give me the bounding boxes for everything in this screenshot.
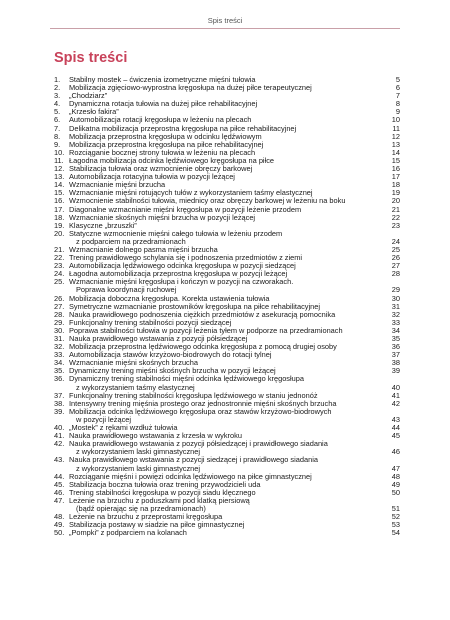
toc-entry-page-number: 10	[391, 115, 400, 125]
toc-entry-number: 2.	[54, 83, 61, 93]
toc-entry-page-number: 24	[391, 236, 400, 246]
toc-entry-number: 16.	[54, 196, 65, 206]
toc-entry-number: 44.	[54, 471, 65, 481]
toc-entry-title-line: Nauka prawidłowego podnoszenia ciężkich przedmiotów z asekuracją pomocnika	[69, 309, 336, 319]
toc-entry-title-line: Symetryczne wzmacnianie prostowników kręgosłupa na piłce rehabilitacyjnej	[69, 301, 320, 311]
toc-entry-title-line: Wzmacnianie mięśni brzucha	[69, 180, 166, 190]
toc-entry-page-number: 43	[391, 414, 400, 424]
toc-entry-title-line: Stabilny mostek – ćwiczenia izometryczne mięśni tułowia	[69, 75, 256, 84]
toc-entry	[54, 278, 400, 294]
toc-entry-title-line: Leżenie na brzuchu z poduszkami pod klatką piersiową	[69, 495, 250, 505]
toc-entry-page-number: 9	[395, 107, 400, 117]
toc-entry-number: 22.	[54, 253, 65, 263]
toc-entry-number: 6.	[54, 115, 61, 125]
toc-entry-title-line: Stabilizacja tułowia oraz wzmocnienie obręczy barkowej	[69, 164, 253, 174]
toc-entry-title-line: „Pompki” z podparciem na kolanach	[69, 528, 187, 538]
toc-entry-number: 15.	[54, 188, 65, 198]
toc-entry-page-number: 22	[391, 212, 400, 222]
toc-entry-page-number: 40	[391, 382, 400, 392]
toc-entry-page-number: 18	[391, 180, 400, 190]
toc-entry-number: 1.	[54, 75, 61, 84]
toc-entry-number: 17.	[54, 204, 65, 214]
toc-entry-title-line: Dynamiczna rotacja tułowia na dużej piłce rehabilitacyjnej	[69, 99, 258, 109]
toc-entry-title	[69, 408, 400, 424]
toc-entry-title-line: Stabilizacja boczna tułowia oraz trening przywodzicieli uda	[69, 479, 261, 489]
toc-entry-title-line: Wzmacnianie skośnych mięśni brzucha w pozycji leżącej	[69, 212, 256, 222]
toc-entry-number: 27.	[54, 301, 65, 311]
table-of-contents	[54, 76, 400, 537]
toc-entry-page-number: 11	[392, 123, 400, 133]
toc-entry-number: 25.	[54, 277, 65, 287]
toc-entry-page-number: 46	[391, 447, 400, 457]
toc-entry	[54, 408, 400, 424]
toc-entry-number: 30.	[54, 325, 65, 335]
toc-entry-title-line: w pozycji leżącej	[76, 414, 132, 424]
toc-entry-page-number: 42	[391, 398, 400, 408]
toc-entry-title-line: „Krzesło fakira”	[69, 107, 119, 117]
toc-entry-page-number: 26	[391, 253, 400, 263]
toc-entry-title-line: Wzmocnienie stabilności tułowia, miednicy oraz obręczy barkowej w leżeniu na boku	[69, 196, 346, 206]
toc-entry-title-line: Mobilizacja odcinka lędźwiowego kręgosłupa oraz stawów krzyżowo-biodrowych	[69, 406, 332, 416]
toc-entry-number: 42.	[54, 439, 65, 449]
toc-entry-page-number: 12	[391, 131, 400, 141]
toc-entry-number: 34.	[54, 358, 65, 368]
toc-entry	[54, 375, 400, 391]
toc-entry-title-line: Leżenie na brzuchu z przeprostami kręgosłupa	[69, 512, 223, 522]
toc-entry-title	[69, 497, 400, 513]
toc-entry-page-number: 32	[391, 309, 400, 319]
toc-entry-page-number: 38	[391, 358, 400, 368]
toc-entry-title-line: Trening stabilności kręgosłupa w pozycji siadu klęcznego	[69, 487, 256, 497]
toc-entry-page-number: 13	[391, 139, 400, 149]
toc-entry-number: 32.	[54, 342, 65, 352]
toc-entry-number: 46.	[54, 487, 65, 497]
toc-entry-title-line: Automobilizacja stawów krzyżowo-biodrowych do rotacji tylnej	[69, 350, 272, 360]
toc-entry-page-number: 51	[391, 503, 400, 513]
toc-entry-title	[69, 230, 400, 246]
toc-entry-title-line: z wykorzystaniem taśmy elastycznej	[76, 382, 195, 392]
toc-entry-number: 11.	[54, 155, 64, 165]
toc-entry-title-line: Łagodna automobilizacja przeprostna kręgosłupa w pozycji leżącej	[69, 269, 288, 279]
toc-entry-page-number: 33	[391, 317, 400, 327]
toc-entry-number: 5.	[54, 107, 61, 117]
toc-entry-page-number: 30	[391, 293, 400, 303]
toc-entry-title	[69, 456, 400, 472]
toc-entry-number: 33.	[54, 350, 65, 360]
toc-entry-number: 36.	[54, 374, 65, 384]
toc-entry-page-number: 35	[391, 334, 400, 343]
toc-entry-page-number: 37	[391, 350, 400, 360]
toc-entry-page-number: 17	[391, 172, 400, 182]
toc-entry-number: 40.	[54, 423, 65, 433]
toc-entry-title-line: Wzmacnianie mięśni rotujących tułów z wykorzystaniem taśmy elastycznej	[69, 188, 313, 198]
toc-entry-title-line: Diagonalne wzmacnianie mięśni kręgosłupa w pozycji leżenie przodem	[69, 204, 302, 214]
toc-entry-title-line: z podparciem na przedramionach	[76, 236, 186, 246]
toc-entry-title	[69, 375, 400, 391]
toc-entry-title-line: Statyczne wzmocnienie mięśni całego tułowia w leżeniu przodem	[69, 228, 283, 238]
toc-entry-title-line: Mobilizacja przeprostna kręgosłupa na piłce rehabilitacyjnej	[69, 139, 264, 149]
toc-entry-page-number: 47	[391, 463, 400, 473]
toc-entry-title-line: Automobilizacja rotacyjna tułowia w pozycji leżącej	[69, 172, 235, 182]
toc-entry-title-line: Wzmacnianie mięśni kręgosłupa i kończyn w pozycji na czworakach.	[69, 277, 294, 287]
toc-entry	[54, 497, 400, 513]
toc-entry-title-line: Dynamiczny trening mięśni skośnych brzucha w pozycji leżącej	[69, 366, 276, 376]
toc-entry-number: 43.	[54, 455, 65, 465]
toc-entry-page-number: 23	[391, 220, 400, 230]
toc-entry-page-number: 16	[391, 164, 400, 174]
toc-entry-page-number: 6	[395, 83, 400, 93]
toc-entry-page-number: 49	[391, 479, 400, 489]
toc-entry-page-number: 39	[391, 366, 400, 376]
toc-entry-page-number: 14	[391, 147, 400, 157]
toc-entry-title-line: Mobilizacja przeprostna lędźwiowego odcinka kręgosłupa z pomocą drugiej osoby	[69, 342, 337, 352]
toc-entry-page-number: 36	[391, 342, 400, 352]
toc-entry-title-line: z wykorzystaniem laski gimnastycznej	[76, 463, 201, 473]
running-header: Spis treści	[207, 16, 243, 25]
toc-entry	[54, 230, 400, 246]
toc-entry-number: 21.	[54, 244, 65, 254]
toc-entry-page-number: 50	[391, 487, 400, 497]
toc-entry-title-line: Automobilizacja lędźwiowego odcinka kręgosłupa w pozycji siedzącej	[69, 261, 296, 271]
toc-entry-title-line: Wzmacnianie dolnego pasma mięśni brzucha	[69, 244, 218, 254]
toc-entry-page-number: 45	[391, 431, 400, 441]
toc-entry-page-number: 52	[391, 512, 400, 522]
toc-entry-number: 3.	[54, 91, 61, 101]
toc-entry-number: 28.	[54, 309, 65, 319]
toc-entry-number: 23.	[54, 261, 65, 271]
toc-entry-title-line: Nauka prawidłowego wstawania z krzesła w wykroku	[69, 431, 242, 441]
toc-entry-number: 29.	[54, 317, 65, 327]
toc-entry-number: 35.	[54, 366, 65, 376]
toc-entry-title-line: Funkcjonalny trening stabilności kręgosłupa lędźwiowego w staniu jednonóż	[69, 390, 318, 400]
toc-entry	[54, 456, 400, 472]
toc-entry-page-number: 25	[391, 244, 400, 254]
toc-entry-number: 24.	[54, 269, 65, 279]
toc-entry-number: 14.	[54, 180, 65, 190]
toc-entry-page-number: 31	[391, 301, 400, 311]
toc-entry-number: 26.	[54, 293, 65, 303]
toc-entry-title-line: Klasyczne „brzuszki”	[69, 220, 137, 230]
toc-entry-title	[69, 529, 400, 537]
toc-entry-page-number: 54	[391, 528, 400, 538]
header-divider	[50, 28, 400, 29]
toc-entry-number: 18.	[54, 212, 65, 222]
toc-entry-title-line: (bądź opierając się na przedramionach)	[76, 503, 206, 513]
toc-entry-title-line: Stabilizacja postawy w siadzie na piłce gimnastycznej	[69, 520, 245, 530]
toc-entry-title	[69, 278, 400, 294]
toc-entry-page-number: 19	[391, 188, 400, 198]
toc-entry-title-line: Rozciąganie bocznej strony tułowia w leżeniu na plecach	[69, 147, 256, 157]
toc-entry-number: 10.	[54, 147, 65, 157]
toc-entry-title-line: „Chodziarz”	[69, 91, 108, 101]
toc-entry-title-line: Funkcjonalny trening stabilności pozycji siedzącej	[69, 317, 232, 327]
toc-entry-title-line: Mobilizacja przeprostna kręgosłupa w odcinku lędźwiowym	[69, 131, 262, 141]
page-title: Spis treści	[54, 50, 128, 66]
toc-entry-number: 13.	[54, 172, 65, 182]
toc-entry-number: 48.	[54, 512, 65, 522]
toc-entry	[54, 440, 400, 456]
toc-entry-number: 19.	[54, 220, 65, 230]
toc-entry-title-line: Poprawa stabilności tułowia w pozycji leżenia tyłem w podporze na przedramionach	[69, 325, 343, 335]
toc-entry-page-number: 8	[395, 99, 400, 109]
toc-entry-number: 4.	[54, 99, 61, 109]
toc-entry-number: 39.	[54, 406, 65, 416]
toc-entry-number: 31.	[54, 334, 65, 343]
toc-entry-page-number: 28	[391, 269, 400, 279]
toc-entry-title-line: Rozciąganie mięśni i powięzi odcinka lędźwiowego na piłce gimnastycznej	[69, 471, 312, 481]
toc-entry-title-line: Nauka prawidłowego wstawania z pozycji siedzącej i prawidłowego siadania	[69, 455, 318, 465]
toc-entry-page-number: 5	[395, 75, 400, 84]
toc-entry-title-line: Mobilizacja zgięciowo-wyprostna kręgosłupa na dużej piłce terapeutycznej	[69, 83, 312, 93]
toc-entry-page-number: 48	[391, 471, 400, 481]
toc-entry-number: 47.	[54, 495, 65, 505]
toc-entry-title-line: Poprawa koordynacji ruchowej	[76, 285, 177, 295]
toc-entry-title-line: „Mostek” z rękami wzdłuż tułowia	[69, 423, 178, 433]
toc-entry-page-number: 44	[391, 423, 400, 433]
toc-entry-page-number: 41	[391, 390, 400, 400]
toc-entry-title-line: Intensywny trening mięśnia prostego oraz jednostronnie mięśni skośnych brzucha	[69, 398, 337, 408]
toc-entry-title-line: Automobilizacja rotacji kręgosłupa w leżeniu na plecach	[69, 115, 252, 125]
toc-entry-number: 8.	[54, 131, 61, 141]
toc-entry-number: 9.	[54, 139, 61, 149]
toc-entry-title-line: Dynamiczny trening stabilności mięśni odcinka lędźwiowego kręgosłupa	[69, 374, 304, 384]
toc-entry-number: 7.	[54, 123, 61, 133]
toc-entry-page-number: 53	[391, 520, 400, 530]
toc-entry-number: 20.	[54, 228, 65, 238]
toc-entry-number: 12.	[54, 164, 65, 174]
toc-entry-page-number: 15	[391, 155, 400, 165]
toc-entry-number: 49.	[54, 520, 65, 530]
toc-entry-number: 41.	[54, 431, 65, 441]
toc-entry-page-number: 27	[391, 261, 400, 271]
toc-entry-number: 38.	[54, 398, 65, 408]
toc-entry-title-line: z wykorzystaniem laski gimnastycznej	[76, 447, 201, 457]
toc-entry-number: 37.	[54, 390, 65, 400]
toc-entry-title-line: Trening prawidłowego schylania się i podnoszenia przedmiotów z ziemi	[69, 253, 303, 263]
toc-entry-title	[69, 440, 400, 456]
toc-entry-title-line: Mobilizacja doboczna kręgosłupa. Korekta ustawienia tułowia	[69, 293, 270, 303]
toc-entry-number: 50.	[54, 528, 65, 538]
toc-entry-page-number: 7	[395, 91, 400, 101]
toc-entry	[54, 529, 400, 537]
toc-entry-page-number: 21	[391, 204, 400, 214]
toc-entry-number: 45.	[54, 479, 65, 489]
toc-entry-title-line: Łagodna mobilizacja odcinka lędźwiowego kręgosłupa na piłce	[69, 155, 275, 165]
toc-entry-title	[69, 84, 400, 92]
toc-entry-page-number: 20	[391, 196, 400, 206]
toc-entry-page-number: 29	[391, 285, 400, 295]
toc-entry-title-line: Nauka prawidłowego wstawania z pozycji półsiedzącej i prawidłowego siadania	[69, 439, 328, 449]
toc-entry-title-line: Wzmacnianie mięśni skośnych brzucha	[69, 358, 198, 368]
toc-entry-title-line: Nauka prawidłowego wstawania z pozycji półsiedzącej	[69, 334, 248, 343]
toc-entry-page-number: 34	[391, 325, 400, 335]
toc-entry-title-line: Delikatna mobilizacja przeprostna kręgosłupa na piłce rehabilitacyjnej	[69, 123, 297, 133]
